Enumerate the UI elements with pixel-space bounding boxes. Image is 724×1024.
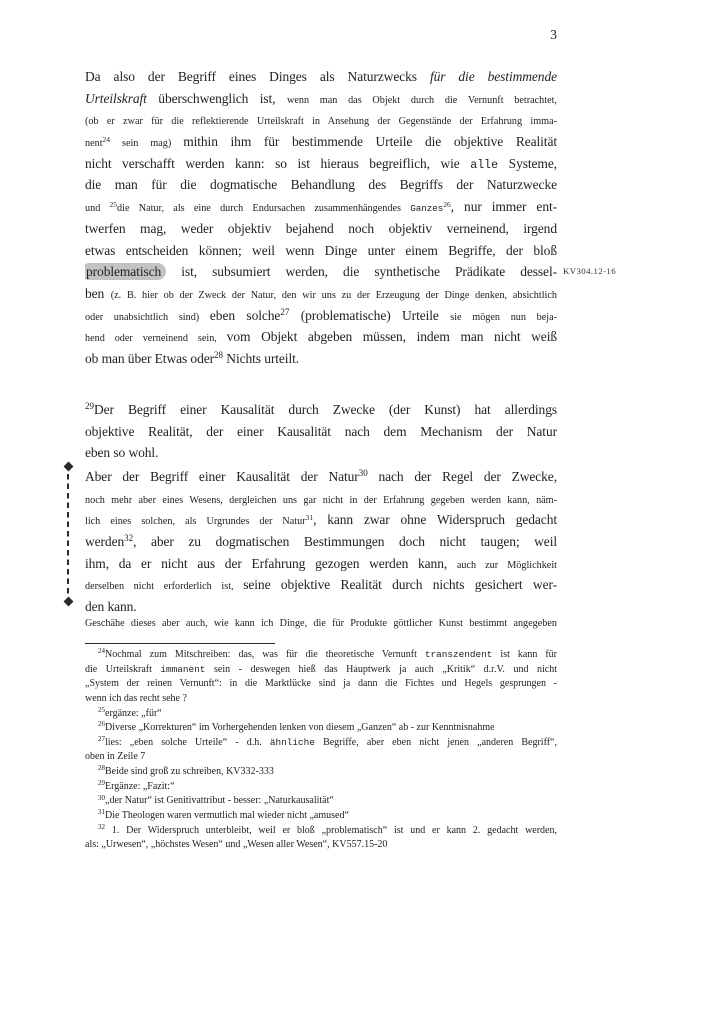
text-line	[85, 719, 557, 734]
text-line	[85, 734, 557, 749]
text-segment: ähnliche	[269, 736, 315, 748]
text-segment: ob man über Etwas oder	[85, 350, 215, 366]
text-segment: lich eines solchen, als Urgrundes der Natur	[85, 516, 306, 528]
diamond-icon	[64, 462, 74, 472]
text-line	[85, 399, 557, 421]
text-line	[85, 807, 557, 822]
text-line	[85, 305, 557, 327]
text-line	[85, 218, 557, 240]
text-line	[85, 88, 557, 110]
text-segment: Nochmal zum Mitschreiben: das, was für die theoretische Vernunft	[105, 649, 425, 660]
text-line	[85, 488, 557, 510]
text-segment: als: „Urwesen“, „höchstes Wesen“ und „Wesen aller Wesen“, KV557.15-20	[85, 839, 388, 851]
text-segment: etwas entscheiden können; weil wenn Dinge unter einem Begriffe, der bloß	[85, 242, 557, 258]
text-segment: 26	[443, 200, 451, 209]
footnote-31	[85, 807, 557, 822]
text-segment: 29	[98, 778, 105, 787]
text-segment: ihm, da er nicht aus der Erfahrung gezogen werden kann,	[85, 555, 457, 571]
text-segment: , kann zwar ohne Widerspruch gedacht	[313, 512, 557, 528]
footnote-rule	[85, 643, 275, 644]
footnote-28	[85, 763, 557, 778]
footnote-32	[85, 822, 557, 851]
text-segment: lies: „eben solche Urteile“ - d.h.	[105, 736, 270, 748]
text-line	[85, 326, 557, 348]
text-segment: twerfen mag, weder objektiv bejahend noch objektiv verneinend, irgend	[85, 220, 557, 236]
text-segment: Urteilskraft	[85, 90, 147, 106]
text-segment: 31	[305, 513, 314, 523]
footnotes-section	[85, 646, 557, 851]
text-segment: die Urteilskraft	[85, 663, 161, 675]
text-segment: Begriffe, aber eben nicht jenen „anderen Begriff“,	[314, 736, 557, 748]
text-segment: auch zur Möglichkeit	[456, 559, 557, 571]
text-segment: problematisch	[85, 263, 166, 280]
text-segment: 27	[98, 735, 105, 743]
text-segment: alle	[470, 158, 499, 172]
text-line	[85, 442, 557, 464]
text-segment: sein mag)	[110, 138, 184, 150]
text-segment: Ergänze: „Fazit:“	[105, 780, 175, 792]
text-line	[85, 509, 557, 531]
text-segment: 26	[98, 720, 105, 729]
text-line	[85, 690, 557, 705]
text-line	[85, 822, 557, 837]
text-segment: eben so wohl.	[85, 445, 159, 461]
text-line	[85, 283, 557, 305]
footnote-27	[85, 734, 557, 763]
paragraph-3	[85, 466, 557, 618]
margin-marker	[64, 463, 73, 605]
text-segment: derselben nicht erforderlich ist,	[85, 581, 244, 593]
text-segment: ist kann für	[492, 649, 557, 660]
text-segment: den kann.	[85, 599, 137, 615]
text-segment: objektive Realität, der einer Kausalität nach dem Mechanism der Natur	[85, 423, 557, 439]
text-segment: immanent	[160, 663, 206, 675]
text-segment: 31	[98, 808, 105, 817]
text-segment: , nur immer ent-	[450, 199, 557, 215]
text-segment: die man für die dogmatische Behandlung des Begriffs der Naturzwecke	[85, 177, 557, 193]
text-line	[85, 615, 557, 629]
text-segment: oben in Zeile 7	[85, 751, 146, 763]
text-segment: 24	[98, 647, 105, 656]
text-line	[85, 348, 557, 370]
text-segment: 30	[358, 468, 368, 479]
text-line	[85, 531, 557, 553]
text-segment: überschwenglich ist,	[146, 90, 287, 106]
text-line	[85, 466, 557, 488]
margin-note: KV304.12-16	[563, 266, 617, 276]
text-segment: 25	[109, 200, 118, 209]
page-number: 3	[550, 27, 557, 42]
text-segment: Der Begriff einer Kausalität durch Zwecke (der Kunst) hat allerdings	[94, 402, 557, 417]
text-segment: 27	[280, 306, 290, 317]
text-line	[85, 646, 557, 661]
continuation-line	[85, 615, 557, 629]
text-segment: Beide sind groß zu schreiben, KV332-333	[105, 766, 274, 778]
text-segment: 32	[124, 533, 134, 544]
text-line	[85, 421, 557, 443]
text-segment: 24	[102, 134, 111, 144]
text-segment: Nichts urteilt.	[223, 350, 300, 366]
text-segment: Aber der Begriff einer Kausalität der Natur	[85, 469, 359, 484]
footnote-26	[85, 719, 557, 734]
text-line	[85, 705, 557, 720]
text-segment: mithin ihm für bestimmende Urteile die objektive Realität	[183, 134, 557, 150]
text-line	[85, 748, 557, 763]
text-segment: (ob er zwar für die reflektierende Urteilskraft in Ansehung der Gegenstände der Erfahrung imma-	[85, 116, 557, 128]
text-line	[85, 196, 557, 218]
text-segment: 29	[85, 401, 94, 412]
text-line	[85, 261, 557, 283]
text-segment: sie mögen nun beja-	[450, 311, 557, 323]
text-segment: die Natur, als eine durch Endursachen zusammenhängendes	[117, 203, 411, 215]
text-segment: Da also der Begriff eines Dinges als Naturzwecks	[85, 69, 430, 84]
text-segment: und	[85, 203, 110, 215]
text-segment: eben solche	[209, 307, 281, 323]
text-line	[85, 174, 557, 196]
text-line	[85, 792, 557, 807]
text-segment: Ganzes	[410, 203, 444, 215]
text-segment: Die Theologen waren vermutlich mal wieder nicht „amused“	[105, 810, 349, 822]
text-segment: hend oder verneinend sein,	[85, 333, 227, 345]
text-segment: noch mehr aber eines Wesens, dergleichen uns gar nicht in der Erfahrung gegeben werden kann, näm-	[85, 494, 557, 506]
footnote-25	[85, 705, 557, 720]
text-segment: , aber zu dogmatischen Bestimmungen doch nicht taugen; weil	[133, 534, 557, 550]
text-segment: Diverse „Korrekturen“ im Vorhergehenden lenken von diesem „Ganzen“ ab - zur Kenntnisnahme	[105, 722, 495, 734]
text-segment: vom Objekt abgeben müssen, indem man nicht weiß	[226, 329, 557, 345]
text-line	[85, 553, 557, 575]
text-line	[85, 778, 557, 793]
text-line	[85, 240, 557, 262]
dashed-line	[67, 474, 69, 594]
diamond-icon	[64, 597, 74, 607]
text-segment: transzendent	[424, 649, 493, 660]
text-segment: nach der Regel der Zwecke,	[367, 469, 557, 484]
text-line	[85, 574, 557, 596]
paragraph-2	[85, 399, 557, 464]
text-segment: wenn man das Objekt durch die Vernunft betrachtet,	[286, 94, 557, 106]
text-segment: Systeme,	[498, 155, 557, 171]
text-segment: wenn ich das recht sehe ?	[85, 692, 187, 704]
text-segment: ergänze: „für“	[105, 707, 162, 719]
text-segment: sein - deswegen hieß das Hauptwerk ja auch „Kritik“ d.r.V. und nicht	[205, 663, 557, 675]
text-line	[85, 661, 557, 676]
paragraph-1	[85, 66, 557, 370]
text-segment: ben	[85, 285, 111, 301]
text-line	[85, 131, 557, 153]
text-segment: 32	[98, 822, 105, 831]
text-segment: Geschähe dieses aber auch, wie kann ich Dinge, die für Produkte göttlicher Kunst bestimmt angegeben	[85, 618, 557, 629]
text-segment: nicht verschafft werden kann: so ist hieraus begreiflich, wie	[85, 155, 471, 171]
text-segment: 30	[98, 793, 105, 802]
text-line	[85, 153, 557, 175]
text-segment: „der Natur“ ist Genitivattribut - besser: „Naturkausalität“	[105, 795, 334, 807]
text-segment: für die bestimmende	[429, 69, 557, 84]
text-segment: nent	[85, 138, 103, 150]
text-segment: seine objektive Realität durch nichts gesichert wer-	[243, 577, 557, 593]
text-segment: „System der reinen Vernunft“: in die Marktlücke sind ja dann die Fichtes und Hegels gesprungen -	[85, 678, 557, 690]
text-line	[85, 66, 557, 88]
text-line	[85, 675, 557, 690]
text-segment: 25	[98, 705, 105, 714]
text-segment: oder unabsichtlich sind)	[85, 311, 210, 323]
text-segment: ist, subsumiert werden, die synthetische Prädikate dessel-	[166, 264, 557, 280]
text-line	[85, 763, 557, 778]
text-segment: (z. B. hier ob der Zweck der Natur, den wir uns zu der Erzeugung der Dinge denken, absichtlich	[110, 289, 557, 301]
text-line	[85, 109, 557, 131]
footnote-30	[85, 792, 557, 807]
text-segment: (problematische) Urteile	[289, 307, 451, 323]
footnote-29	[85, 778, 557, 793]
text-segment: 28	[214, 350, 224, 360]
text-line	[85, 836, 557, 851]
text-segment: 1. Der Widerspruch unterbleibt, weil er bloß „problematisch“ ist und er kann 2. gedacht werden,	[105, 824, 557, 836]
text-segment: 28	[98, 764, 105, 773]
footnote-24	[85, 646, 557, 705]
text-segment: werden	[85, 534, 125, 550]
